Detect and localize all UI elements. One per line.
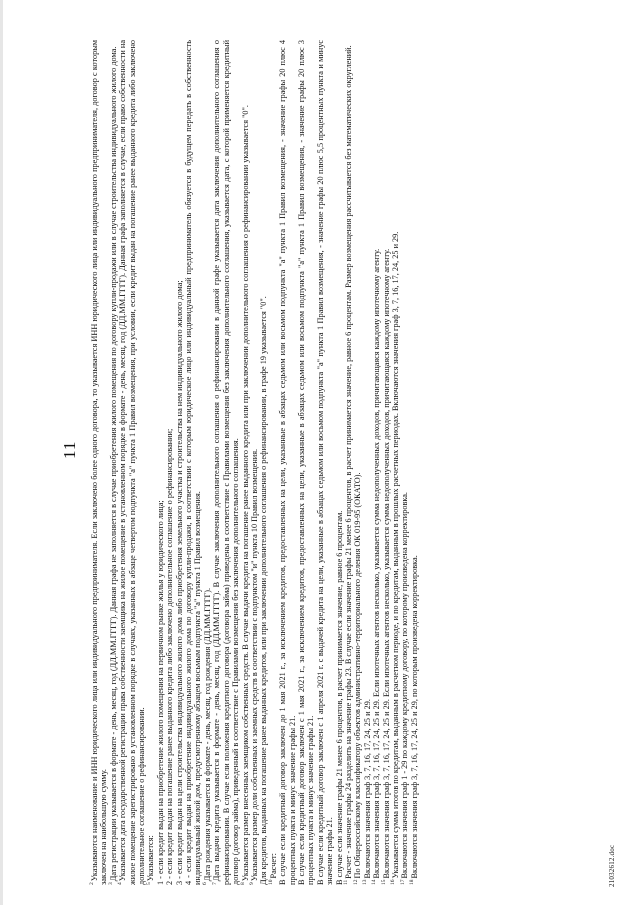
footnote-marker: 11 bbox=[343, 879, 350, 885]
footnote-text: Указывается дата государственной регистрации права собственности заемщика на жилое помещение в установленном порядке в формате - день, месяц, год (ДД.ММ.ГГГГ). Данная графа заполняется в случае, если право собственности на жилое помещение зарегистрировано в установленном порядке в случаях, указанных в абзаце четвертом подпункта "а" пункта 1 Правил возмещения, при условии, если кредит выдан на погашение ранее выданного кредита либо заключено дополнительное соглашение о рефинансировании. bbox=[118, 40, 147, 885]
footnote-text: Дата регистрации указывается в формате - день, месяц, год (ДД.ММ.ГГГГ). Данная графа не заполняется в случае приобретения жилого помещения по договору купли-продажи или в случае строительства индивидуального жилого дома. bbox=[108, 46, 118, 882]
footnote-line bbox=[400, 40, 409, 885]
footnote-line bbox=[344, 40, 353, 885]
footnote-line bbox=[363, 40, 372, 885]
footnote-marker: 6 bbox=[202, 882, 209, 885]
footnote-marker: 18 bbox=[409, 879, 416, 885]
footnote-line bbox=[382, 40, 391, 885]
footnote-text: Включаются значения граф 3, 7, 16, 17, 24, 25 и 29. bbox=[362, 699, 372, 879]
footnote-line bbox=[118, 40, 146, 885]
footnote-line bbox=[297, 40, 316, 885]
footnote-line bbox=[250, 40, 259, 885]
footnote-line bbox=[335, 40, 344, 885]
footnote-text: Включаются значения граф 3, 7, 16, 17, 24, 25 и 29, по которым произведена корректировка. bbox=[409, 555, 419, 879]
document-id: 21032612.doc bbox=[608, 844, 616, 887]
footnote-text: Указываются наименование и ИНН юридического лица или индивидуального предпринимателя. Если заключено более одного договора, то указывается ИНН юридического лица или индивидуального предпринимателя, договор с которым заключен на наибольшую сумму. bbox=[90, 40, 109, 885]
footnote-text: Расчет - значение графы 24 разделить на значение графы 23. В случае если значение графы 21 менее 6 процентов, в расчет принимается значение, равное 6 процентам. Размер возмещения рассчитывается без математических округлений. bbox=[343, 45, 353, 879]
footnote-line bbox=[372, 40, 381, 885]
footnote-text: 1 - если кредит выдан на приобретение жилого помещения на первичном рынке жилья у юридического лица; bbox=[155, 500, 165, 885]
footnote-line bbox=[146, 40, 155, 885]
footnote-line bbox=[259, 40, 268, 885]
footnote-line bbox=[184, 40, 203, 885]
footnote-marker: 9 bbox=[249, 882, 256, 885]
footnote-text: Указывается размер доли собственных и заемных средств в соответствии с подпунктом "и" пункта 10 Правил возмещения. bbox=[249, 448, 259, 882]
footnote-text: Указывается: bbox=[146, 835, 156, 882]
footnote-text: Дата выдачи кредита указывается в формате - день, месяц, год (ДД.ММ.ГГГГ). В случае заключения дополнительного соглашения о рефинансировании в данной графе указывается дата заключения дополнительного соглашения о рефинансировании. В случае если положения кредитного договора (договора займа) приведены в соответствие с Правилами возмещения без заключения дополнительного соглашения, указывается дата, с которой применяется кредитный договор (договор займа), приведенный в соответствие с Правилами возмещения без заключения дополнительного соглашения. bbox=[212, 40, 241, 885]
footnote-marker: 16 bbox=[390, 879, 397, 885]
footnote-line bbox=[269, 40, 278, 885]
footnote-marker: 12 bbox=[352, 879, 359, 885]
footnote-text: Расчет: bbox=[268, 853, 278, 879]
footnote-text: Включаются значения граф 1 - 29 по каждому кредитному договору, по которому произведена корректировка. bbox=[400, 492, 410, 879]
footnote-line bbox=[241, 40, 250, 885]
footnotes bbox=[90, 40, 419, 885]
footnote-marker: 10 bbox=[267, 879, 274, 885]
footnote-line bbox=[212, 40, 240, 885]
footnote-text: В случае если кредитный договор заключен с 1 апреля 2021 г. с выдачей кредита на цели, указанные в абзацах седьмом или восьмом подпункта "а" пункта 1 Правил возмещения, - значение графы 20 плюс 5,5 процентных пункта и минус значение графы 21. bbox=[315, 40, 335, 885]
footnote-marker: 17 bbox=[399, 879, 406, 885]
footnote-line bbox=[175, 40, 184, 885]
footnote-marker: 7 bbox=[211, 882, 218, 885]
footnote-text: В случае если кредитный договор заключен до 1 мая 2021 г., за исключением кредитов, предоставленных на цели, указанные в абзацах седьмом или восьмом подпункта "а" пункта 1 Правил возмещения, - значение графы 20 плюс 4 процентных пункта и минус значение графы 21. bbox=[278, 40, 297, 885]
footnote-line bbox=[203, 40, 212, 885]
footnote-line bbox=[391, 40, 400, 885]
footnote-line bbox=[165, 40, 174, 885]
footnote-line bbox=[278, 40, 297, 885]
footnote-marker: 3 bbox=[108, 882, 115, 885]
footnote-text: Дата рождения указывается в формате - день, месяц, год рождения (ДД.ММ.ГГГГ). bbox=[202, 587, 212, 882]
footnote-text: Указывается размер внесенных заемщиком собственных средств. В случае выдачи кредита на погашение ранее выданного кредита или при заключении дополнительного соглашения о рефинансировании указывается "0". bbox=[240, 105, 250, 882]
footnote-text: Включаются значения граф 3, 7, 16, 17, 24, 25 и 29. Если ипотечных агентов несколько, указывается сумма недополученных доходов, причитающаяся каждому ипотечному агенту. bbox=[372, 248, 382, 879]
footnote-marker: 14 bbox=[371, 879, 378, 885]
footnote-text: 2 - если кредит выдан на погашение ранее выданного кредита либо заключено дополнительное соглашение о рефинансировании; bbox=[165, 428, 175, 885]
footnote-text: Для кредитов, выданных на погашение ранее выданных кредитов, или при заключении дополнительного соглашения о рефинансировании, в графе 19 указывается "0". bbox=[259, 296, 269, 885]
footnote-marker: 13 bbox=[362, 879, 369, 885]
footnote-line bbox=[156, 40, 165, 885]
footnote-line bbox=[410, 40, 419, 885]
scan-edge bbox=[0, 0, 3, 905]
footnote-marker: 15 bbox=[380, 879, 387, 885]
footnote-marker: 8 bbox=[239, 882, 246, 885]
footnote-text: Указывается сумма итогов по кредитам, выданным в расчетном периоде, и по кредитам, выданным в прошлых расчетных периодах. Включаются значения граф 3, 7, 16, 17, 24, 25 и 29. bbox=[391, 231, 400, 879]
footnote-marker: 5 bbox=[145, 882, 152, 885]
footnote-line bbox=[109, 40, 118, 885]
page-number: 11 bbox=[60, 440, 79, 459]
footnote-text: В случае если значение графы 21 менее 6 процентов, в расчет принимается значение, равное 6 процентам. bbox=[334, 510, 344, 885]
footnote-line bbox=[316, 40, 335, 885]
footnote-line bbox=[353, 40, 362, 885]
footnote-text: 3 - если кредит выдан на цели строительства индивидуального жилого дома либо приобретения земельного участка и строительства на нем индивидуального жилого дома; bbox=[174, 280, 184, 885]
footnote-text: 4 - если кредит выдан на приобретение индивидуального жилого дома по договору купли-продажи, в соответствии с которым юридическое лицо или индивидуальный предприниматель обязуется в будущем передать в собственность индивидуальный жилой дом, предусмотренному абзацем восьмым подпункта "а" пункта 1 Правил возмещения. bbox=[184, 40, 203, 885]
footnote-text: В случае если кредитный договор заключен с 1 мая 2021 г., за исключением кредитов, предоставленных на цели, указанные в абзацах седьмом или восьмом подпункта "а" пункта 1 Правил возмещения, - значение графы 20 плюс 3 процентных пункта и минус значение графы 21. bbox=[296, 40, 316, 885]
footnote-marker: 4 bbox=[117, 882, 124, 885]
rotated-content bbox=[60, 0, 620, 905]
footnote-text: Включаются значения граф 3, 7, 16, 17, 24, 25 и 29. Если ипотечных агентов несколько, указывается сумма недополученных доходов, причитающаяся каждому ипотечному агенту. bbox=[381, 248, 391, 879]
footnote-marker: 2 bbox=[89, 882, 96, 885]
footnote-text: По Общероссийскому классификатору объектов административно-территориального деления ОК 019-95 (ОКАТО). bbox=[353, 472, 363, 879]
footnote-line bbox=[90, 40, 109, 885]
